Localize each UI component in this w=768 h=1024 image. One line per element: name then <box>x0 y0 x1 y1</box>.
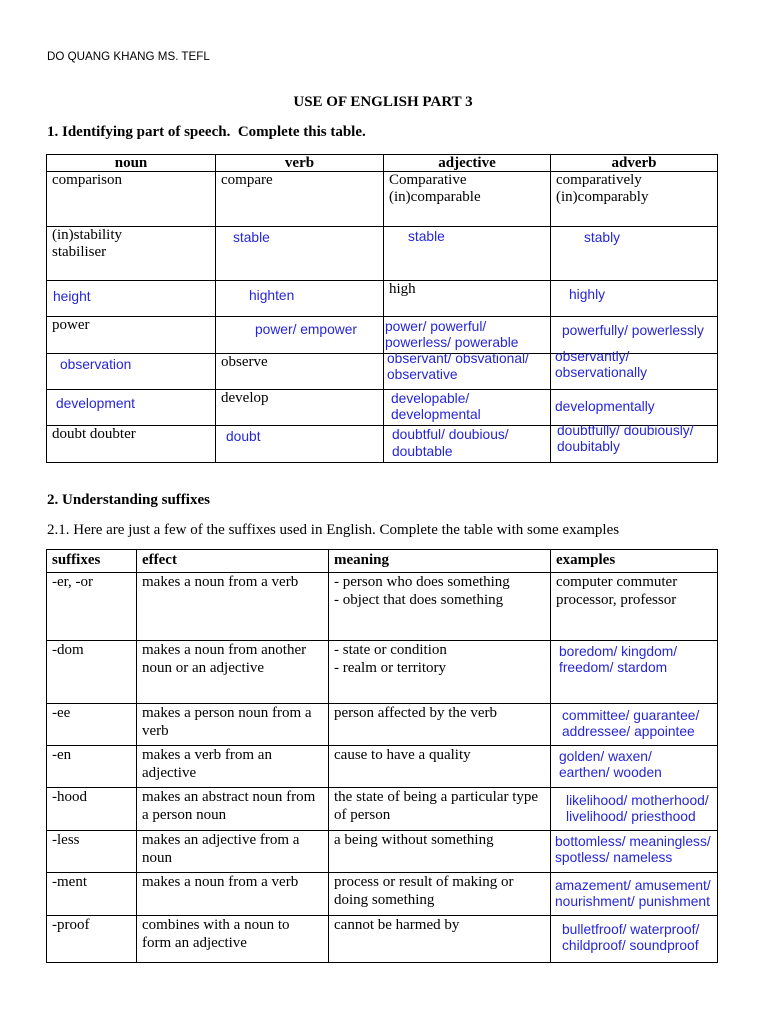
verb-cell <box>216 390 384 426</box>
section2-heading: 2. Understanding suffixes <box>47 492 210 508</box>
answer-line: childproof/ soundproof <box>562 938 699 953</box>
adverb-cell <box>551 423 718 463</box>
cell-text-line: a person noun <box>142 807 227 823</box>
effect-cell <box>137 831 329 873</box>
answer-line: observationally <box>555 365 648 380</box>
examples-cell <box>551 641 718 704</box>
adverb-cell <box>551 349 718 390</box>
cell-text-line: doing something <box>334 892 435 908</box>
cell-text-line: process or result of making or <box>334 874 514 890</box>
cell-text-line: -proof <box>52 917 90 933</box>
suffix-cell <box>47 641 137 704</box>
column-header-suffixes: suffixes <box>47 550 137 573</box>
cell-text-line: (in)stability <box>52 227 122 243</box>
adjective-cell <box>384 426 551 463</box>
adverb-cell <box>551 281 718 317</box>
effect-cell <box>137 916 329 963</box>
answer-line: doubt <box>226 429 261 444</box>
column-header-adjective: adjective <box>384 155 551 172</box>
adjective-cell <box>384 172 551 227</box>
cell-text-line: compare <box>221 172 273 188</box>
suffix-cell <box>47 916 137 963</box>
cell-text-line: -dom <box>52 642 84 658</box>
answer-text <box>555 878 711 910</box>
examples-cell <box>551 704 718 746</box>
cell-text-line: (in)comparable <box>389 189 481 205</box>
part-of-speech-table <box>46 154 718 463</box>
noun-cell <box>47 227 216 281</box>
cell-text-line: the state of being a particular type <box>334 789 539 805</box>
cell-text-line: makes a person noun from a <box>142 705 312 721</box>
noun-cell <box>47 354 216 390</box>
adjective-cell <box>384 281 551 317</box>
answer-line: doubtfully/ doubiously/ <box>557 423 694 438</box>
answer-line: bottomless/ meaningless/ <box>555 834 711 849</box>
page-title: USE OF ENGLISH PART 3 <box>293 94 473 110</box>
answer-line: powerless/ powerable <box>385 335 519 350</box>
cell-text-line: -hood <box>52 789 87 805</box>
noun-cell <box>47 281 216 317</box>
noun-cell <box>47 426 216 463</box>
author-line: DO QUANG KHANG MS. TEFL <box>47 50 210 63</box>
answer-line: stably <box>584 230 621 245</box>
cell-text-line: adjective <box>142 765 197 781</box>
cell-text-line: makes a noun from another <box>142 642 307 658</box>
cell-text-line: form an adjective <box>142 935 247 951</box>
cell-text-line: -ee <box>52 705 71 721</box>
examples-cell <box>551 573 718 641</box>
answer-text <box>569 287 605 303</box>
answer-line: developmentally <box>555 399 655 414</box>
cell-text-line: - person who does something <box>334 574 510 590</box>
cell-text-line: makes a noun from a verb <box>142 874 299 890</box>
answer-line: doubtable <box>392 444 453 459</box>
meaning-cell <box>329 873 551 916</box>
answer-line: doubtful/ doubious/ <box>392 427 509 442</box>
cell-text-line: stabiliser <box>52 244 107 260</box>
effect-cell <box>137 788 329 831</box>
cell-text-line: combines with a noun to <box>142 917 290 933</box>
suffix-cell <box>47 873 137 916</box>
suffix-cell <box>47 746 137 788</box>
cell-text-line: makes an adjective from a <box>142 832 300 848</box>
answer-line: developable/ <box>391 391 470 406</box>
answer-text <box>559 749 662 781</box>
cell-text-line: - object that does something <box>334 592 504 608</box>
answer-text <box>392 426 509 460</box>
answer-line: power/ empower <box>255 322 357 337</box>
adverb-cell <box>551 172 718 227</box>
answer-text <box>60 357 131 373</box>
answer-text <box>562 323 704 339</box>
column-header-adverb: adverb <box>551 155 718 172</box>
answer-text <box>557 423 694 455</box>
answer-line: bulletfroof/ waterproof/ <box>562 922 700 937</box>
meaning-cell <box>329 573 551 641</box>
section2-intro: 2.1. Here are just a few of the suffixes used in English. Complete the table with some examples <box>47 522 620 538</box>
cell-text-line: -ment <box>52 874 87 890</box>
adjective-cell <box>384 351 551 390</box>
answer-text <box>385 319 518 351</box>
examples-cell <box>551 788 718 831</box>
answer-text <box>408 229 445 245</box>
answer-text <box>249 288 294 304</box>
cell-text-line: computer commuter <box>556 574 678 590</box>
noun-cell <box>47 317 216 354</box>
answer-text <box>226 429 261 445</box>
cell-text-line: power <box>52 317 90 333</box>
adjective-cell <box>384 390 551 426</box>
suffix-cell <box>47 573 137 641</box>
answer-line: observantly/ <box>555 349 630 364</box>
cell-text-line: a being without something <box>334 832 494 848</box>
cell-text-line: makes a noun from a verb <box>142 574 299 590</box>
column-header-examples: examples <box>551 550 718 573</box>
meaning-cell <box>329 831 551 873</box>
answer-line: height <box>53 289 91 304</box>
examples-cell <box>551 746 718 788</box>
adjective-cell <box>384 227 551 281</box>
verb-cell <box>216 354 384 390</box>
cell-text-line: Comparative <box>389 172 467 188</box>
examples-cell <box>551 831 718 873</box>
answer-line: earthen/ wooden <box>559 765 662 780</box>
answer-line: observation <box>60 357 132 372</box>
examples-cell <box>551 873 718 916</box>
answer-text <box>555 349 647 381</box>
meaning-cell <box>329 788 551 831</box>
answer-line: power/ powerful/ <box>385 319 487 334</box>
answer-line: observative <box>387 367 458 382</box>
effect-cell <box>137 873 329 916</box>
cell-text-line: - realm or territory <box>334 660 447 676</box>
verb-cell <box>216 227 384 281</box>
verb-cell <box>216 426 384 463</box>
verb-cell <box>216 317 384 354</box>
column-header-verb: verb <box>216 155 384 172</box>
cell-text-line: verb <box>142 723 169 739</box>
answer-line: stable <box>233 230 270 245</box>
answer-line: stable <box>408 229 445 244</box>
suffixes-table <box>46 549 718 963</box>
answer-line: committee/ guarantee/ <box>562 708 700 723</box>
verb-cell <box>216 172 384 227</box>
answer-line: addressee/ appointee <box>562 724 695 739</box>
column-header-effect: effect <box>137 550 329 573</box>
answer-text <box>255 322 357 338</box>
cell-text-line: makes an abstract noun from <box>142 789 316 805</box>
section1-heading: 1. Identifying part of speech. Complete this table. <box>47 124 366 140</box>
answer-text <box>562 708 699 740</box>
answer-text <box>562 922 699 954</box>
cell-text-line: observe <box>221 354 268 370</box>
suffix-cell <box>47 704 137 746</box>
effect-cell <box>137 573 329 641</box>
cell-text-line: processor, professor <box>556 592 677 608</box>
effect-cell <box>137 746 329 788</box>
cell-text-line: develop <box>221 390 269 406</box>
answer-line: development <box>56 396 136 411</box>
answer-line: golden/ waxen/ <box>559 749 652 764</box>
meaning-cell <box>329 916 551 963</box>
verb-cell <box>216 281 384 317</box>
cell-text-line: comparatively <box>556 172 642 188</box>
examples-cell <box>551 916 718 963</box>
adverb-cell <box>551 227 718 281</box>
answer-line: observant/ obsvational/ <box>387 351 529 366</box>
column-header-noun: noun <box>47 155 216 172</box>
column-header-meaning: meaning <box>329 550 551 573</box>
cell-text-line: of person <box>334 807 391 823</box>
answer-text <box>555 399 655 415</box>
answer-line: likelihood/ motherhood/ <box>566 793 709 808</box>
answer-line: boredom/ kingdom/ <box>559 644 678 659</box>
suffix-cell <box>47 831 137 873</box>
meaning-cell <box>329 704 551 746</box>
answer-text <box>53 289 91 305</box>
adjective-cell <box>384 317 551 354</box>
cell-text-line: -er, -or <box>52 574 94 590</box>
suffix-cell <box>47 788 137 831</box>
cell-text-line: - state or condition <box>334 642 447 658</box>
cell-text-line: -less <box>52 832 80 848</box>
answer-line: freedom/ stardom <box>559 660 668 675</box>
answer-line: nourishment/ punishment <box>555 894 710 909</box>
answer-text <box>555 834 711 866</box>
answer-line: amazement/ amusement/ <box>555 878 711 893</box>
cell-text-line: cannot be harmed by <box>334 917 460 933</box>
answer-line: highly <box>569 287 606 302</box>
answer-line: powerfully/ powerlessly <box>562 323 704 338</box>
cell-text-line: noun <box>142 850 172 866</box>
answer-line: doubitably <box>557 439 620 454</box>
answer-line: spotless/ nameless <box>555 850 673 865</box>
answer-text <box>387 351 529 383</box>
meaning-cell <box>329 641 551 704</box>
meaning-cell <box>329 746 551 788</box>
answer-text <box>233 230 270 246</box>
cell-text-line: high <box>389 281 416 297</box>
answer-line: developmental <box>391 407 481 422</box>
answer-text <box>391 391 481 423</box>
cell-text-line: comparison <box>52 172 122 188</box>
cell-text-line: (in)comparably <box>556 189 649 205</box>
answer-text <box>56 396 135 412</box>
cell-text-line: doubt doubter <box>52 426 136 442</box>
cell-text-line: makes a verb from an <box>142 747 272 763</box>
noun-cell <box>47 390 216 426</box>
noun-cell <box>47 172 216 227</box>
effect-cell <box>137 704 329 746</box>
adverb-cell <box>551 390 718 426</box>
answer-line: highten <box>249 288 295 303</box>
answer-text <box>566 793 709 825</box>
cell-text-line: -en <box>52 747 72 763</box>
answer-line: livelihood/ priesthood <box>566 809 696 824</box>
effect-cell <box>137 641 329 704</box>
cell-text-line: noun or an adjective <box>142 660 265 676</box>
cell-text-line: cause to have a quality <box>334 747 471 763</box>
cell-text-line: person affected by the verb <box>334 705 497 721</box>
answer-text <box>584 230 620 246</box>
answer-text <box>559 644 677 676</box>
